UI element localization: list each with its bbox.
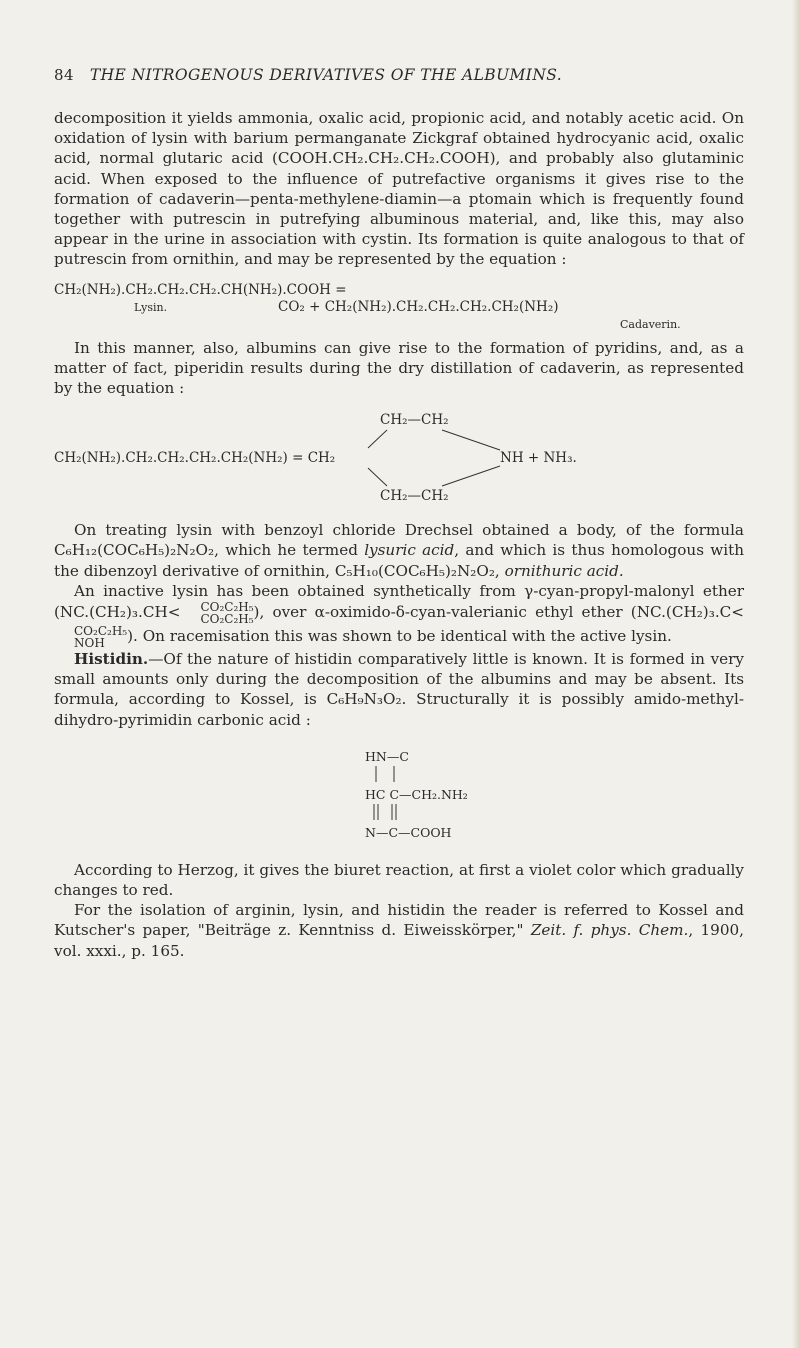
paragraph-reference: For the isolation of arginin, lysin, and histidin the reader is referred to Kossel and Kutscher's paper, "Beiträge z. Kenntniss d. Eiweisskörper," Zeit. f. phys. Chem., 1900, vol. xxxi., p. 165. [54,901,744,960]
formula-fraction-1: CO₂C₂H₅ CO₂C₂H₅ [200,600,254,627]
ring-bottom: CH₂—CH₂ [380,488,449,505]
equation-rhs: CO₂ + CH₂(NH₂).CH₂.CH₂.CH₂.CH₂(NH₂) [278,298,559,315]
equation-rhs: NH + NH₃. [500,450,577,467]
running-header [54,66,744,84]
label-cadaverin: Cadaverin. [620,317,681,331]
book-page [54,66,744,961]
label-lysin: Lysin. [134,300,168,314]
paragraph-cadaverin: decomposition it yields ammonia, oxalic acid, propionic acid, and notably acetic acid. On oxidation of lysin with barium permanganate Zickgraf obtained hydrocyanic acid, oxalic acid, normal glutaric acid (COOH.CH₂.CH₂.CH₂.COOH), and probably also glutaminic acid. When exposed to the influence of putrefactive organisms it gives rise to the formation of cadaverin—penta-methylene-diamin—a ptomain which is frequently found together with putrescin in putrefying albuminous material, and, like this, may also appear in the urine in association with cystin. Its formation is quite analogous to that of putrescin from ornithin, and may be represented by the equation : [54,109,744,269]
structure-row-2: HC C—CH₂.NH₂ [365,786,468,802]
paragraph-lysuric-acid: On treating lysin with benzoyl chloride Drechsel obtained a body, of the formula C₆H₁₂(COC₆H₅)₂N₂O₂, which he termed lysuric acid, and which is thus homologous with the dibenzoyl derivative of ornithin, C₅H₁₀(COC₆H₅)₂N₂O₂, ornithuric acid. [54,521,745,580]
ring-bonds [54,410,744,510]
running-title: THE NITROGENOUS DERIVATIVES OF THE ALBUMINS. [89,66,563,84]
structure-row-3: N—C—COOH [365,824,452,840]
equation-lhs: CH₂(NH₂).CH₂.CH₂.CH₂.CH₂(NH₂) = CH₂ [54,450,336,467]
formula-fraction-2: CO₂C₂H₅ NOH [74,624,128,651]
ring-top: CH₂—CH₂ [380,412,449,429]
paragraph-pyridins: In this manner, also, albumins can give rise to the formation of pyridins, and, as a matter of fact, piperidin results during the dry distillation of cadaverin, as represented by the equation : [54,338,744,398]
structure-row-1: HN—C [365,748,409,764]
equation-piperidin [54,410,744,510]
heading-histidin: Histidin. [74,650,149,669]
term-lysuric-acid: lysuric acid [364,541,455,560]
structure-bonds [54,742,744,850]
page-edge-shadow [792,0,800,1348]
journal-title: Zeit. f. phys. Chem. [530,921,689,940]
paragraph-biuret: According to Herzog, it gives the biuret reaction, at first a violet color which gradually changes to red. [54,860,744,900]
equation-lhs: CH₂(NH₂).CH₂.CH₂.CH₂.CH(NH₂).COOH = [54,281,347,298]
page-number: 84 [54,66,74,84]
paragraph-histidin: Histidin.—Of the nature of histidin comparatively little is known. It is formed in very small amounts only during the decomposition of the albumins and may be absent. Its formula, according to Kossel, is C₆H₉N₃O₂. Structurally it is possibly amido-methyl-dihydro-pyrimidin carbonic acid : [54,650,744,729]
term-ornithuric-acid: ornithuric acid. [504,561,624,580]
equation-lysin-cadaverin [54,281,744,331]
structure-histidin [54,742,744,850]
paragraph-inactive-lysin: An inactive lysin has been obtained synthetically from γ-cyan-propyl-malonyl ether (NC.(CH₂)₃.CH< CO₂C₂H₅ CO₂C₂H₅ ), over α-oximido-δ-cyan-valerianic ethyl ether (NC.(CH₂)₃.C< CO₂C₂H₅ NOH ). On racemisation this was shown to be identical with the active lysin. [54,581,744,651]
